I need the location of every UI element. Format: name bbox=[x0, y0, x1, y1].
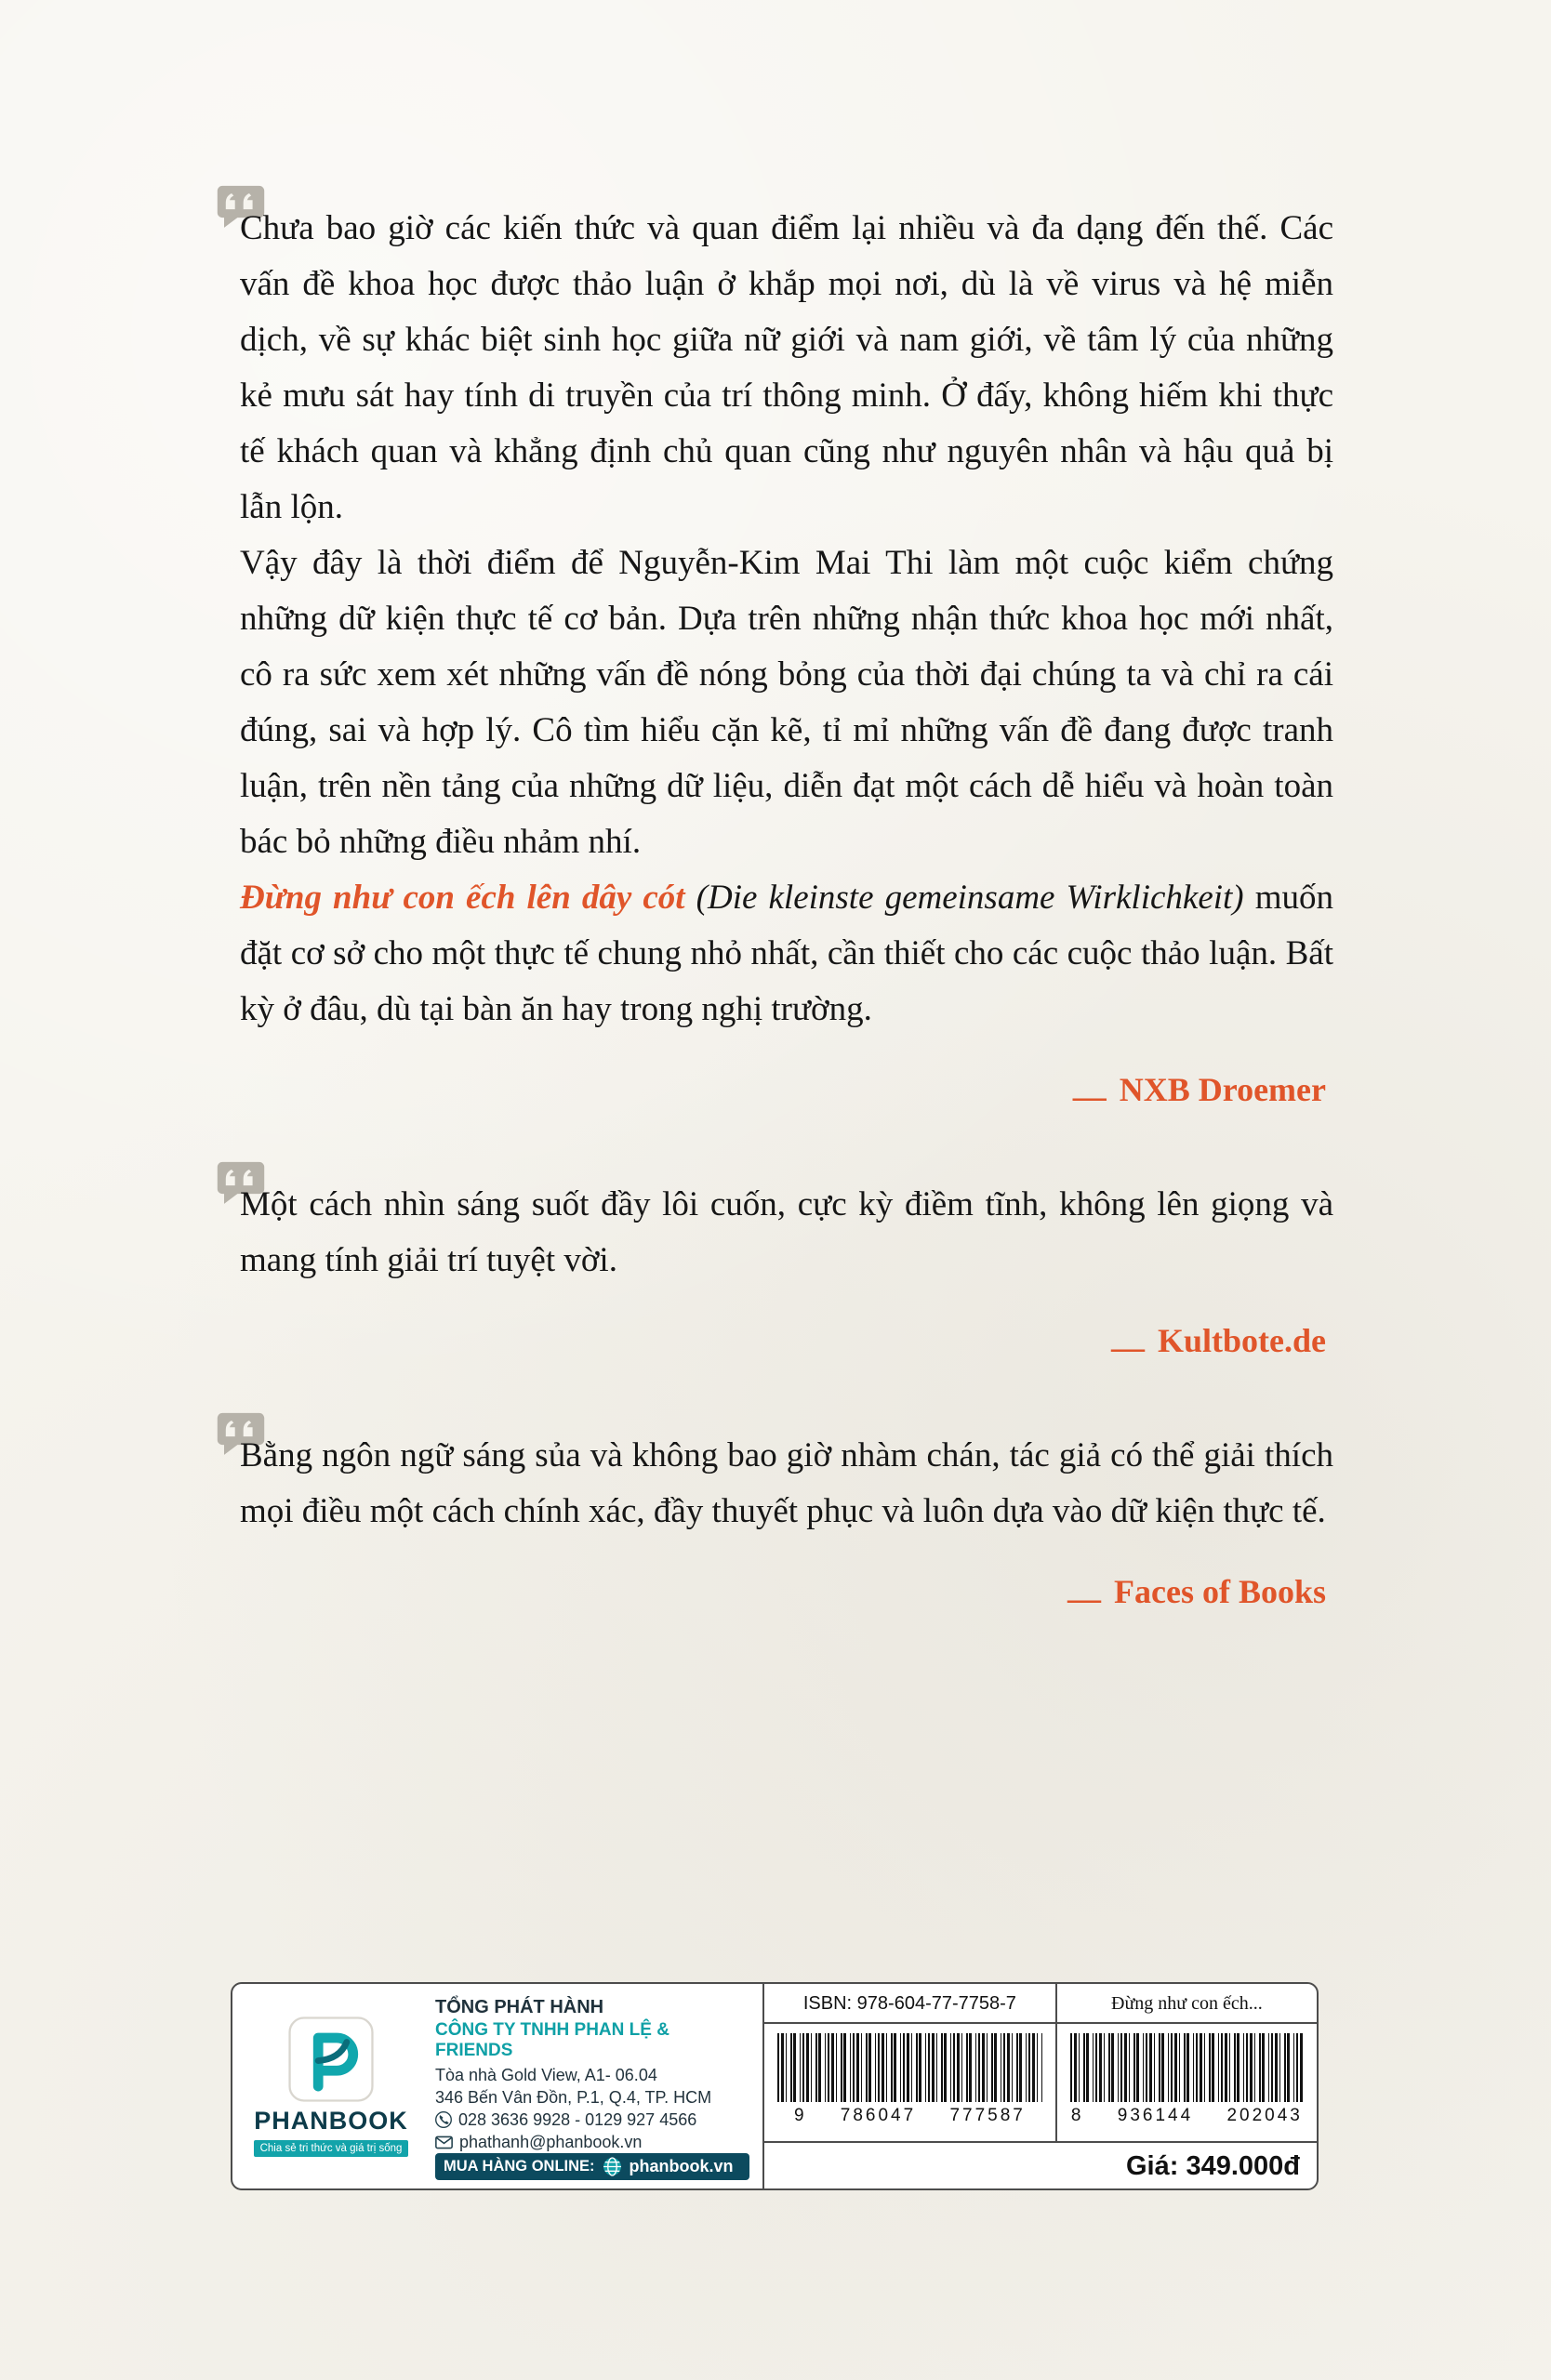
distributor-label: TỔNG PHÁT HÀNH bbox=[435, 1997, 604, 2017]
quote-paragraph: Một cách nhìn sáng suốt đầy lôi cuốn, cực kỳ điềm tĩnh, không lên giọng và mang tính giải trí tuyệt vời. bbox=[240, 1185, 1333, 1279]
ean-barcode bbox=[1070, 2033, 1304, 2102]
quote-paragraph bbox=[240, 870, 1333, 1038]
quote-attribution bbox=[240, 1320, 1326, 1366]
globe-icon bbox=[603, 2157, 622, 2176]
attribution-source: Faces of Books bbox=[1114, 1573, 1326, 1610]
ean-digits: 8 936144 202043 bbox=[1070, 2106, 1303, 2125]
isbn-digits: 9 786047 777587 bbox=[793, 2106, 1026, 2125]
distributor-info bbox=[430, 1984, 762, 2188]
book-title-original: (Die kleinste gemeinsame Wirklichkeit) bbox=[684, 879, 1244, 917]
quote-paragraph: Vậy đây là thời điểm để Nguyễn-Kim Mai Thi làm một cuộc kiểm chứng những dữ kiện thực tế cơ bản. Dựa trên những nhận thức khoa học mới nhất, cô ra sức xem xét những vấn đề nóng bỏng của thời đại chúng ta và chỉ ra cái đúng, sai và hợp lý. Cô tìm hiểu cặn kẽ, tỉ mỉ những vấn đề đang được tranh luận, trên nền tảng của những dữ liệu, diễn đạt một cách dễ hiểu và hoàn toàn bác bỏ những điều nhảm nhí. bbox=[240, 544, 1333, 861]
attribution-dash: — bbox=[1067, 1580, 1101, 1617]
distributor-company: CÔNG TY TNHH PHAN LỆ & FRIENDS bbox=[435, 2020, 669, 2060]
publisher-blurb-quote bbox=[240, 201, 1333, 1115]
isbn-barcode-block bbox=[764, 2024, 1057, 2141]
barcode-title-label: Đừng như con ếch... bbox=[1057, 1984, 1317, 2024]
publisher-tagline: Chia sẻ tri thức và giá trị sống bbox=[254, 2140, 409, 2157]
price-label: Giá: 349.000đ bbox=[1125, 2151, 1300, 2181]
review-quotes-section bbox=[240, 201, 1333, 1617]
attribution-dash: — bbox=[1110, 1329, 1145, 1366]
phanbook-logo-icon bbox=[288, 2016, 374, 2102]
distributor-email-row bbox=[435, 2131, 749, 2153]
barcode-section bbox=[762, 1984, 1317, 2188]
isbn-label: ISBN: 978-604-77-7758-7 bbox=[764, 1984, 1057, 2024]
online-store-url: phanbook.vn bbox=[629, 2157, 734, 2175]
distributor-address-line1: Tòa nhà Gold View, A1- 06.04 bbox=[435, 2066, 657, 2084]
publisher-info-box bbox=[231, 1982, 1319, 2190]
quote-attribution bbox=[240, 1571, 1326, 1617]
press-review-quote bbox=[240, 1428, 1333, 1617]
attribution-dash: — bbox=[1072, 1078, 1107, 1115]
quote-paragraph-text: muốn đặt cơ sở cho một thực tế chung nhỏ nhất, cần thiết cho các cuộc thảo luận. Bất kỳ ở đâu, dù tại bàn ăn hay trong nghị trường. bbox=[240, 879, 1333, 1028]
price-row bbox=[764, 2141, 1317, 2188]
isbn-barcode bbox=[777, 2033, 1042, 2102]
distributor-email: phathanh@phanbook.vn bbox=[459, 2133, 643, 2151]
envelope-icon bbox=[435, 2135, 453, 2149]
distributor-phone-row bbox=[435, 2109, 749, 2131]
attribution-source: NXB Droemer bbox=[1119, 1071, 1326, 1108]
book-title-vietnamese: Đừng như con ếch lên dây cót bbox=[240, 879, 685, 917]
press-review-quote bbox=[240, 1177, 1333, 1366]
quote-paragraph: Bằng ngôn ngữ sáng sủa và không bao giờ nhàm chán, tác giả có thể giải thích mọi điều một cách chính xác, đầy thuyết phục và luôn dựa vào dữ kiện thực tế. bbox=[240, 1436, 1333, 1530]
online-store-label: MUA HÀNG ONLINE: bbox=[444, 2158, 595, 2175]
attribution-source: Kultbote.de bbox=[1157, 1322, 1326, 1359]
online-store-bar bbox=[435, 2153, 749, 2180]
quote-attribution bbox=[240, 1069, 1326, 1115]
phone-icon bbox=[435, 2111, 452, 2128]
publisher-logo-block bbox=[232, 1984, 430, 2188]
quote-paragraph: Chưa bao giờ các kiến thức và quan điểm lại nhiều và đa dạng đến thế. Các vấn đề khoa học được thảo luận ở khắp mọi nơi, dù là về virus và hệ miễn dịch, về sự khác biệt sinh học giữa nữ giới và nam giới, về tâm lý của những kẻ mưu sát hay tính di truyền của trí thông minh. Ở đấy, không hiếm khi thực tế khách quan và khẳng định chủ quan cũng như nguyên nhân và hậu quả bị lẫn lộn. bbox=[240, 209, 1333, 526]
distributor-phone: 028 3636 9928 - 0129 927 4566 bbox=[458, 2110, 697, 2129]
publisher-logo-name: PHANBOOK bbox=[254, 2106, 408, 2135]
distributor-address-line2: 346 Bến Vân Đồn, P.1, Q.4, TP. HCM bbox=[435, 2088, 712, 2107]
ean-barcode-block bbox=[1057, 2024, 1317, 2141]
